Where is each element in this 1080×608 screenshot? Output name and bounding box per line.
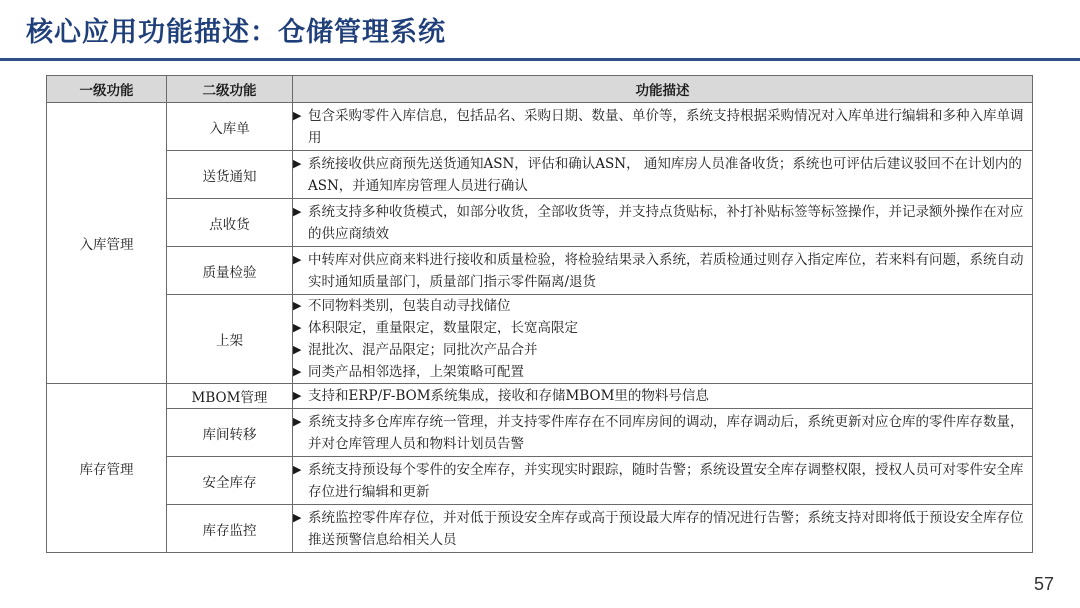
level2-function-cell: 送货通知 — [167, 151, 293, 199]
description-item — [293, 153, 1032, 197]
level2-function-cell: 入库单 — [167, 103, 293, 151]
description-text: 系统支持多种收货模式，如部分收货，全部收货等，并支持点货贴标，补打补贴标签等标签操作，并记录额外操作在对应的供应商绩效 — [308, 203, 1024, 242]
bullet-arrow-icon: ▶ — [293, 510, 302, 524]
column-header-level2: 二级功能 — [167, 76, 293, 103]
level1-function-cell: 库存管理 — [47, 384, 167, 553]
description-cell — [293, 457, 1033, 505]
page-number: 57 — [1033, 574, 1054, 594]
level2-function-cell: 上架 — [167, 295, 293, 384]
description-cell — [293, 384, 1033, 409]
level2-function-cell: 库存监控 — [167, 505, 293, 553]
table-row — [47, 247, 1033, 295]
description-item — [293, 317, 1032, 339]
description-cell — [293, 409, 1033, 457]
description-text: 支持和ERP/F-BOM系统集成，接收和存储MBOM里的物料号信息 — [308, 388, 709, 404]
description-text: 系统支持预设每个零件的安全库存，并实现实时跟踪，随时告警；系统设置安全库存调整权限，授权人员可对零件安全库存位进行编辑和更新 — [308, 461, 1024, 500]
description-text: 包含采购零件入库信息，包括品名、采购日期、数量、单价等，系统支持根据采购情况对入库单进行编辑和多种入库单调用 — [308, 107, 1024, 146]
description-cell — [293, 505, 1033, 553]
table-row — [47, 103, 1033, 151]
description-cell — [293, 199, 1033, 247]
level2-function-cell: 质量检验 — [167, 247, 293, 295]
table-row — [47, 295, 1033, 384]
level2-function-cell: 点收货 — [167, 199, 293, 247]
level1-function-cell: 入库管理 — [47, 103, 167, 384]
description-text: 系统接收供应商预先送货通知ASN，评估和确认ASN， 通知库房人员准备收货；系统也可评估后建议驳回不在计划内的ASN，并通知库房管理人员进行确认 — [308, 155, 1022, 194]
description-text: 体积限定，重量限定，数量限定，长宽高限定 — [308, 320, 578, 336]
column-header-description: 功能描述 — [293, 76, 1033, 103]
level2-function-cell: MBOM管理 — [167, 384, 293, 409]
bullet-arrow-icon: ▶ — [293, 389, 302, 402]
table-body — [47, 103, 1033, 553]
description-item — [293, 459, 1032, 503]
description-cell — [293, 151, 1033, 199]
table-row — [47, 457, 1033, 505]
table-row — [47, 384, 1033, 409]
description-item — [293, 295, 1032, 317]
bullet-arrow-icon: ▶ — [293, 365, 302, 378]
description-item — [293, 249, 1032, 293]
description-cell — [293, 103, 1033, 151]
bullet-arrow-icon: ▶ — [293, 156, 302, 170]
level2-function-cell: 安全库存 — [167, 457, 293, 505]
bullet-arrow-icon: ▶ — [293, 321, 302, 334]
bullet-arrow-icon: ▶ — [293, 252, 302, 266]
table-row — [47, 199, 1033, 247]
description-item — [293, 339, 1032, 361]
description-text: 不同物料类别，包装自动寻找储位 — [308, 298, 511, 314]
table-row — [47, 151, 1033, 199]
bullet-arrow-icon: ▶ — [293, 204, 302, 218]
table-header-row — [47, 76, 1033, 103]
level2-function-cell: 库间转移 — [167, 409, 293, 457]
description-item — [293, 507, 1032, 551]
description-text: 同类产品相邻选择，上架策略可配置 — [308, 364, 524, 380]
page-title: 核心应用功能描述：仓储管理系统 — [26, 17, 446, 48]
description-cell — [293, 247, 1033, 295]
description-item — [293, 105, 1032, 149]
function-table — [46, 75, 1033, 553]
bullet-arrow-icon: ▶ — [293, 108, 302, 122]
bullet-arrow-icon: ▶ — [293, 414, 302, 428]
table-row — [47, 505, 1033, 553]
title-divider — [0, 58, 1080, 61]
description-cell — [293, 295, 1033, 384]
bullet-arrow-icon: ▶ — [293, 462, 302, 476]
bullet-arrow-icon: ▶ — [293, 343, 302, 356]
description-item — [293, 411, 1032, 455]
description-text: 系统监控零件库存位，并对低于预设安全库存或高于预设最大库存的情况进行告警；系统支持对即将低于预设安全库存位推送预警信息给相关人员 — [308, 509, 1024, 548]
description-item — [293, 201, 1032, 245]
description-item — [293, 361, 1032, 383]
description-text: 混批次、混产品限定；同批次产品合并 — [308, 342, 538, 358]
bullet-arrow-icon: ▶ — [293, 299, 302, 312]
description-text: 中转库对供应商来料进行接收和质量检验，将检验结果录入系统，若质检通过则存入指定库位，若来料有问题，系统自动实时通知质量部门，质量部门指示零件隔离/退货 — [308, 251, 1024, 290]
description-text: 系统支持多仓库库存统一管理，并支持零件库存在不同库房间的调动，库存调动后，系统更新对应仓库的零件库存数量，并对仓库管理人员和物料计划员告警 — [308, 413, 1024, 452]
column-header-level1: 一级功能 — [47, 76, 167, 103]
table-row — [47, 409, 1033, 457]
description-item — [293, 385, 1032, 407]
